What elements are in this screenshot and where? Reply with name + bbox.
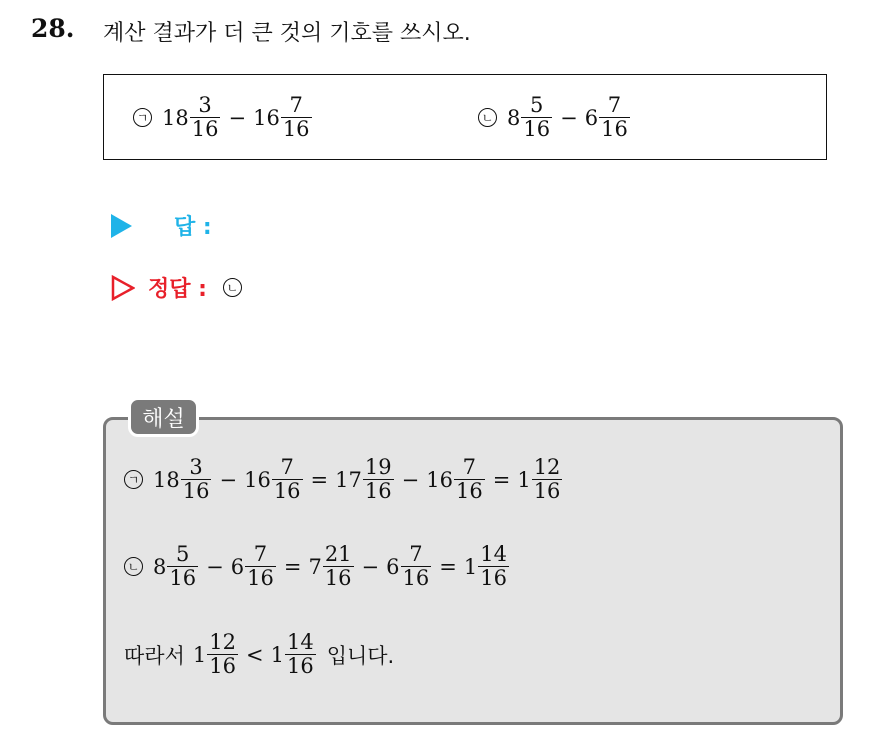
choice-a-den1: 16 xyxy=(191,117,219,142)
choice-a-frac1 xyxy=(190,94,221,141)
s1-t1-num: 3 xyxy=(189,455,203,479)
s1-t3-num: 19 xyxy=(364,455,392,479)
correct-answer-label: 정답 : xyxy=(148,277,207,302)
s1-t3-whole: 17 xyxy=(335,467,362,492)
choice-a-num1: 3 xyxy=(198,93,212,117)
choice-b-den2: 16 xyxy=(601,117,628,142)
conc-a-frac xyxy=(207,631,238,678)
conc-b-whole: 1 xyxy=(270,642,284,667)
conc-b-frac xyxy=(285,631,316,678)
solution-line-1-symbol: ㄱ xyxy=(124,470,143,489)
choice-a-symbol: ㄱ xyxy=(133,108,152,127)
s1-t2-whole: 16 xyxy=(244,467,271,492)
s2-t3-whole: 7 xyxy=(308,554,322,579)
answer-row xyxy=(111,210,212,241)
s1-op1: − xyxy=(219,467,238,492)
s2-t5-den: 16 xyxy=(480,566,507,591)
s1-t4-num: 7 xyxy=(462,455,477,479)
s1-t4-whole: 16 xyxy=(426,467,453,492)
choice-b-whole1: 8 xyxy=(507,105,521,130)
s1-t1-frac xyxy=(181,456,212,503)
s2-t2-frac xyxy=(245,543,276,590)
s1-t3-den: 16 xyxy=(364,479,392,504)
choice-a xyxy=(133,94,313,141)
s2-op2: − xyxy=(361,554,380,579)
choice-a-den2: 16 xyxy=(282,117,310,142)
conclusion-compare: < xyxy=(245,642,264,667)
s2-t4-num: 7 xyxy=(409,542,423,566)
s1-t5-whole: 1 xyxy=(517,467,531,492)
solution-line-2-symbol: ㄴ xyxy=(124,557,143,576)
s2-t2-den: 16 xyxy=(247,566,274,591)
answer-arrow-icon xyxy=(111,214,132,238)
s2-t1-whole: 8 xyxy=(153,554,167,579)
correct-arrow-icon xyxy=(111,275,135,301)
correct-answer-row xyxy=(111,272,252,303)
choice-a-frac2 xyxy=(281,94,312,141)
choice-b-whole2: 6 xyxy=(584,105,599,130)
s2-t2-num: 7 xyxy=(253,542,268,566)
choice-b-num2: 7 xyxy=(607,93,622,117)
s1-t4-frac xyxy=(454,456,485,503)
answer-label: 답 : xyxy=(174,215,212,240)
conc-a-whole: 1 xyxy=(192,642,207,667)
s1-t5-num: 12 xyxy=(533,455,561,479)
s1-t3-frac xyxy=(363,456,394,503)
s2-op1: − xyxy=(206,554,224,579)
choice-a-whole1: 18 xyxy=(162,105,189,130)
conclusion-suffix: 입니다. xyxy=(326,643,395,668)
conc-b-num: 14 xyxy=(286,630,314,654)
s1-t1-whole: 18 xyxy=(153,467,180,492)
s1-t4-den: 16 xyxy=(455,479,483,504)
choice-b-frac1 xyxy=(521,94,552,141)
choice-a-op: − xyxy=(228,105,247,130)
s1-t5-frac xyxy=(532,456,563,503)
question-text: 계산 결과가 더 큰 것의 기호를 쓰시오. xyxy=(103,21,471,46)
conc-b-den: 16 xyxy=(286,654,314,679)
s1-eq1: = xyxy=(310,467,329,492)
s2-eq1: = xyxy=(283,554,302,579)
s2-eq2: = xyxy=(439,554,457,579)
choice-a-whole2: 16 xyxy=(253,105,280,130)
s2-t5-frac xyxy=(478,543,509,590)
choice-b-op: − xyxy=(560,105,578,130)
choice-b xyxy=(478,94,631,141)
s1-t5-den: 16 xyxy=(533,479,561,504)
question-number: 28. xyxy=(31,14,75,43)
s1-t2-den: 16 xyxy=(273,479,301,504)
choice-a-num2: 7 xyxy=(289,93,303,117)
s1-op2: − xyxy=(401,467,420,492)
s2-t1-frac xyxy=(167,543,198,590)
choice-b-num1: 5 xyxy=(530,93,544,117)
s1-eq2: = xyxy=(492,467,511,492)
s2-t3-den: 16 xyxy=(324,566,352,591)
correct-answer-symbol: ㄴ xyxy=(223,278,242,297)
s1-t2-num: 7 xyxy=(280,455,294,479)
solution-conclusion xyxy=(124,631,394,678)
conclusion-prefix: 따라서 xyxy=(124,643,185,668)
s1-t2-frac xyxy=(272,456,303,503)
s2-t2-whole: 6 xyxy=(230,554,245,579)
s2-t1-den: 16 xyxy=(169,566,197,591)
s1-t1-den: 16 xyxy=(182,479,210,504)
s2-t1-num: 5 xyxy=(176,542,190,566)
s2-t4-den: 16 xyxy=(402,566,430,591)
conc-a-num: 12 xyxy=(209,630,236,654)
s2-t4-frac xyxy=(401,543,432,590)
conc-a-den: 16 xyxy=(209,654,236,679)
s2-t3-frac xyxy=(323,543,354,590)
choice-b-den1: 16 xyxy=(523,117,551,142)
solution-tab: 해설 xyxy=(128,397,199,437)
s2-t4-whole: 6 xyxy=(386,554,400,579)
s2-t3-num: 21 xyxy=(324,542,352,566)
choice-b-frac2 xyxy=(599,94,630,141)
s2-t5-whole: 1 xyxy=(463,554,478,579)
choice-b-symbol: ㄴ xyxy=(478,108,497,127)
s2-t5-num: 14 xyxy=(480,542,507,566)
solution-line-2 xyxy=(124,543,510,590)
solution-line-1 xyxy=(124,456,563,503)
